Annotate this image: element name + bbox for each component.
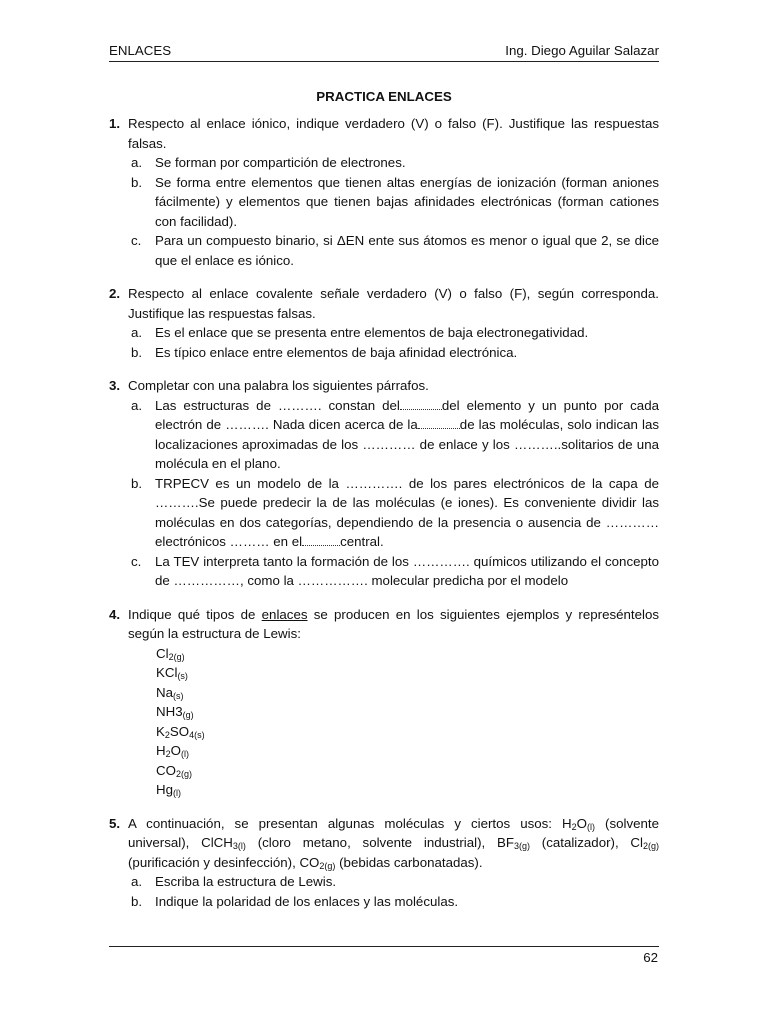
- formula-subscript: 2(g): [643, 841, 660, 851]
- item-text-part: TRPECV es un modelo de la …………. de los pares electrónicos de la capa de ……….Se puede predecir la de las moléculas (e iones). Es conveniente dividir las moléculas en dos categorías, dependiendo de la presencia o ausencia de …………electrónicos ……… en el: [155, 475, 659, 549]
- question-text: Completar con una palabra los siguientes párrafos.: [128, 378, 429, 393]
- text-part: se producen en los siguientes ejemplos y represéntelos según la estructura de Lewis:: [128, 606, 659, 641]
- item-text-part: del elemento y un punto por cada electrón de ………. Nada dicen acerca de la: [155, 397, 659, 432]
- question-number: 3.: [109, 378, 121, 393]
- item-text: La TEV interpreta tanto la formación de los …………. químicos utilizando el concepto de ……………, como la ……………. molecular predicha por el modelo: [155, 553, 659, 588]
- header-divider: [109, 61, 659, 62]
- item-text: Se forma entre elementos que tienen altas energías de ionización (forman aniones fácilmente) y elementos que tienen bajas afinidades electrónicas (forman cationes con facilidad).: [155, 174, 659, 229]
- question-2-item-b: [109, 343, 659, 363]
- item-text-part: Las estructuras de ………. constan del: [155, 397, 400, 413]
- header-section-title: ENLACES: [109, 43, 172, 58]
- formula-text: H: [156, 743, 166, 758]
- formula-text: Hg: [156, 782, 173, 797]
- page-title: PRACTICA ENLACES: [316, 89, 452, 104]
- question-number: 5.: [109, 815, 121, 831]
- formula-item: [156, 663, 659, 683]
- item-letter: a.: [131, 874, 143, 889]
- question-number: 2.: [109, 286, 121, 301]
- blank-line: [418, 417, 460, 429]
- formula-subscript: (g): [182, 710, 194, 720]
- question-number: 4.: [109, 606, 121, 622]
- formula-item: [156, 780, 659, 800]
- formula-item: [156, 683, 659, 703]
- item-letter: c.: [131, 233, 142, 248]
- text-part: (purificación y desinfección), CO: [128, 854, 320, 870]
- question-text: [128, 605, 659, 644]
- formula-text: O: [170, 743, 181, 758]
- item-text-part: central.: [340, 534, 384, 549]
- formula-subscript: 4(s): [189, 729, 205, 740]
- underlined-word: enlaces: [261, 606, 308, 622]
- blank-line: [302, 534, 340, 546]
- formula-subscript: (s): [173, 690, 184, 701]
- formula-item: [156, 741, 659, 761]
- question-3: [109, 376, 659, 396]
- item-text: Es el enlace que se presenta entre elementos de baja electronegatividad.: [155, 325, 589, 340]
- question-text: [128, 814, 659, 873]
- question-5-item-b: [109, 892, 659, 912]
- question-1: [109, 114, 659, 153]
- formula-text: K: [156, 723, 165, 739]
- formula-item: [156, 722, 659, 742]
- formula-subscript: 2: [165, 749, 171, 759]
- question-text: Respecto al enlace covalente señale verdadero (V) o falso (F), según corresponda. Justifique las respuestas falsas.: [128, 286, 659, 321]
- item-letter: b.: [131, 174, 143, 190]
- item-letter: b.: [131, 475, 143, 491]
- formula-list: [109, 644, 659, 800]
- formula-subscript: 3(l): [232, 841, 246, 851]
- question-2: [109, 284, 659, 323]
- blank-line: [400, 398, 442, 410]
- page-number: 62: [643, 950, 658, 965]
- formula-item: [156, 644, 659, 664]
- item-text: Para un compuesto binario, si ΔEN ente sus átomos es menor o igual que 2, se dice que el enlace es iónico.: [155, 233, 659, 268]
- formula-subscript: (l): [173, 788, 181, 798]
- formula-subscript: 3(g): [513, 841, 530, 851]
- item-letter: a.: [131, 155, 143, 170]
- formula-item: [156, 761, 659, 781]
- text-part: Indique qué tipos de: [128, 606, 256, 622]
- formula-subscript: 2(g): [175, 768, 192, 779]
- question-number: 1.: [109, 116, 121, 131]
- question-3-item-a: [109, 396, 659, 474]
- item-letter: a.: [131, 325, 143, 340]
- question-3-item-b: [109, 474, 659, 552]
- formula-text: Cl: [156, 645, 169, 661]
- question-2-item-a: [109, 323, 659, 343]
- text-part: (bebidas carbonatadas).: [339, 854, 483, 870]
- formula-text: KCl: [156, 665, 178, 680]
- text-part: A continuación, se presentan algunas moléculas y ciertos usos: H: [128, 815, 572, 831]
- header-author: Ing. Diego Aguilar Salazar: [505, 43, 659, 58]
- formula-subscript: (l): [180, 749, 189, 759]
- question-4: [109, 605, 659, 644]
- formula-subscript: 2: [164, 729, 170, 740]
- item-letter: b.: [131, 893, 143, 909]
- question-1-item-a: [109, 153, 659, 173]
- question-1-item-c: [109, 231, 659, 270]
- formula-subscript: 2: [571, 821, 577, 832]
- footer-divider: [109, 946, 659, 947]
- item-text: Indique la polaridad de los enlaces y las moléculas.: [155, 893, 459, 909]
- item-text: Es típico enlace entre elementos de baja afinidad electrónica.: [155, 344, 518, 360]
- question-3-item-c: [109, 552, 659, 591]
- formula-text: CO: [156, 762, 176, 778]
- formula-subscript: (s): [177, 671, 188, 681]
- exercise-list: [109, 114, 659, 911]
- question-5: [109, 814, 659, 873]
- formula-subscript: (l): [586, 821, 595, 832]
- page-header: [109, 41, 659, 61]
- formula-subscript: 2(g): [168, 651, 185, 662]
- item-text-part: de las moléculas, solo indican las localizaciones aproximadas de los ………… de enlace y los ………..solitarios de una molécula en el plano.: [155, 417, 660, 471]
- formula-text: Na: [156, 684, 173, 700]
- item-letter: a.: [131, 397, 143, 413]
- item-text: Se forman por compartición de electrones.: [155, 155, 406, 170]
- text-part: O: [576, 815, 587, 831]
- formula-subscript: 2(g): [319, 860, 336, 871]
- formula-item: [156, 702, 659, 722]
- question-5-item-a: [109, 872, 659, 892]
- question-1-item-b: [109, 173, 659, 232]
- item-text: Escriba la estructura de Lewis.: [155, 874, 337, 889]
- text-part: (catalizador), Cl: [541, 835, 643, 850]
- text-part: (cloro metano, solvente industrial), BF: [257, 835, 514, 850]
- formula-text: NH3: [156, 704, 183, 719]
- question-text: Respecto al enlace iónico, indique verdadero (V) o falso (F). Justifique las respuestas falsas.: [128, 116, 659, 151]
- item-letter: b.: [131, 344, 143, 360]
- text-part: (solvente universal), ClCH: [128, 815, 659, 850]
- formula-text: SO: [169, 723, 190, 739]
- item-letter: c.: [131, 553, 142, 569]
